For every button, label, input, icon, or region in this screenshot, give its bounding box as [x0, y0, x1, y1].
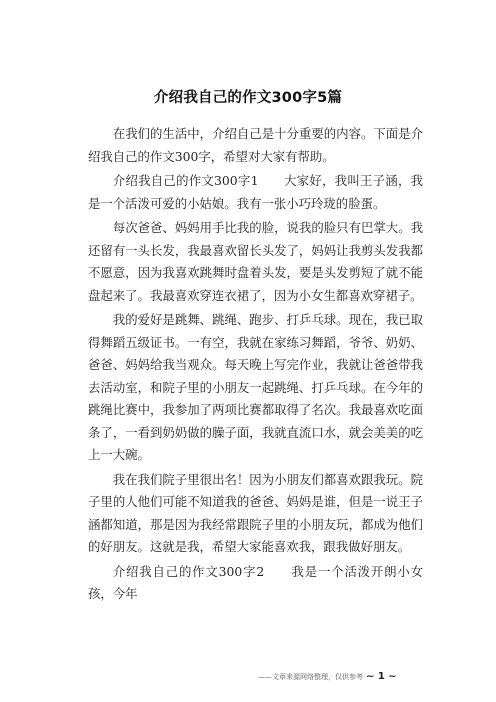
paragraph-essay2-opening: 介绍我自己的作文300字2 我是一个活泼开朗小女孩，今年 [88, 563, 423, 601]
page-number: ~ 1 ~ [366, 671, 397, 682]
paragraph-essay1-appearance: 每次爸爸、妈妈用手比我的脸，说我的脸只有巴掌大。我还留有一头长发，我最喜欢留长头发了，妈妈让我剪头发我都不愿意，因为我喜欢跳舞时盘着头发，要是头发剪短了就不能盘起来了。我最喜欢穿连衣裙了，因为小女生都喜欢穿裙子。 [88, 220, 423, 303]
paragraph-essay1-hobbies: 我的爱好是跳舞、跳绳、跑步、打乒乓球。现在，我已取得舞蹈五级证书。一有空，我就在家练习舞蹈，爷爷、奶奶、爸爸、妈妈给我当观众。每天晚上写完作业，我就让爸爸带我去活动室，和院子里的小朋友一起跳绳、打乒乓球。在今年的跳绳比赛中，我参加了两项比赛都取得了名次。我最喜欢吃面条了，一看到奶奶做的臊子面，我就直流口水，就会美美的吃上一大碗。 [88, 312, 423, 462]
paragraph-essay1-opening: 介绍我自己的作文300字1 大家好，我叫王子涵，我是一个活泼可爱的小姑娘。我有一张小巧玲珑的脸蛋。 [88, 173, 423, 211]
paragraph-essay1-conclusion: 我在我们院子里很出名！因为小朋友们都喜欢跟我玩。院子里的人他们可能不知道我的爸爸、妈妈是谁，但是一说王子涵都知道，那是因为我经常跟院子里的小朋友玩，都成为他们的好朋友。这就是我，希望大家能喜欢我，跟我做好朋友。 [88, 471, 423, 554]
paragraph-intro: 在我们的生活中，介绍自己是十分重要的内容。下面是介绍我自己的作文300字，希望对大家有帮助。 [88, 126, 423, 164]
footer-source-note: ——文章来源网络整理，仅供参考 [258, 673, 363, 681]
document-body [88, 123, 423, 608]
page-footer [258, 671, 397, 682]
document-title: 介绍我自己的作文300字5篇 [153, 90, 343, 106]
